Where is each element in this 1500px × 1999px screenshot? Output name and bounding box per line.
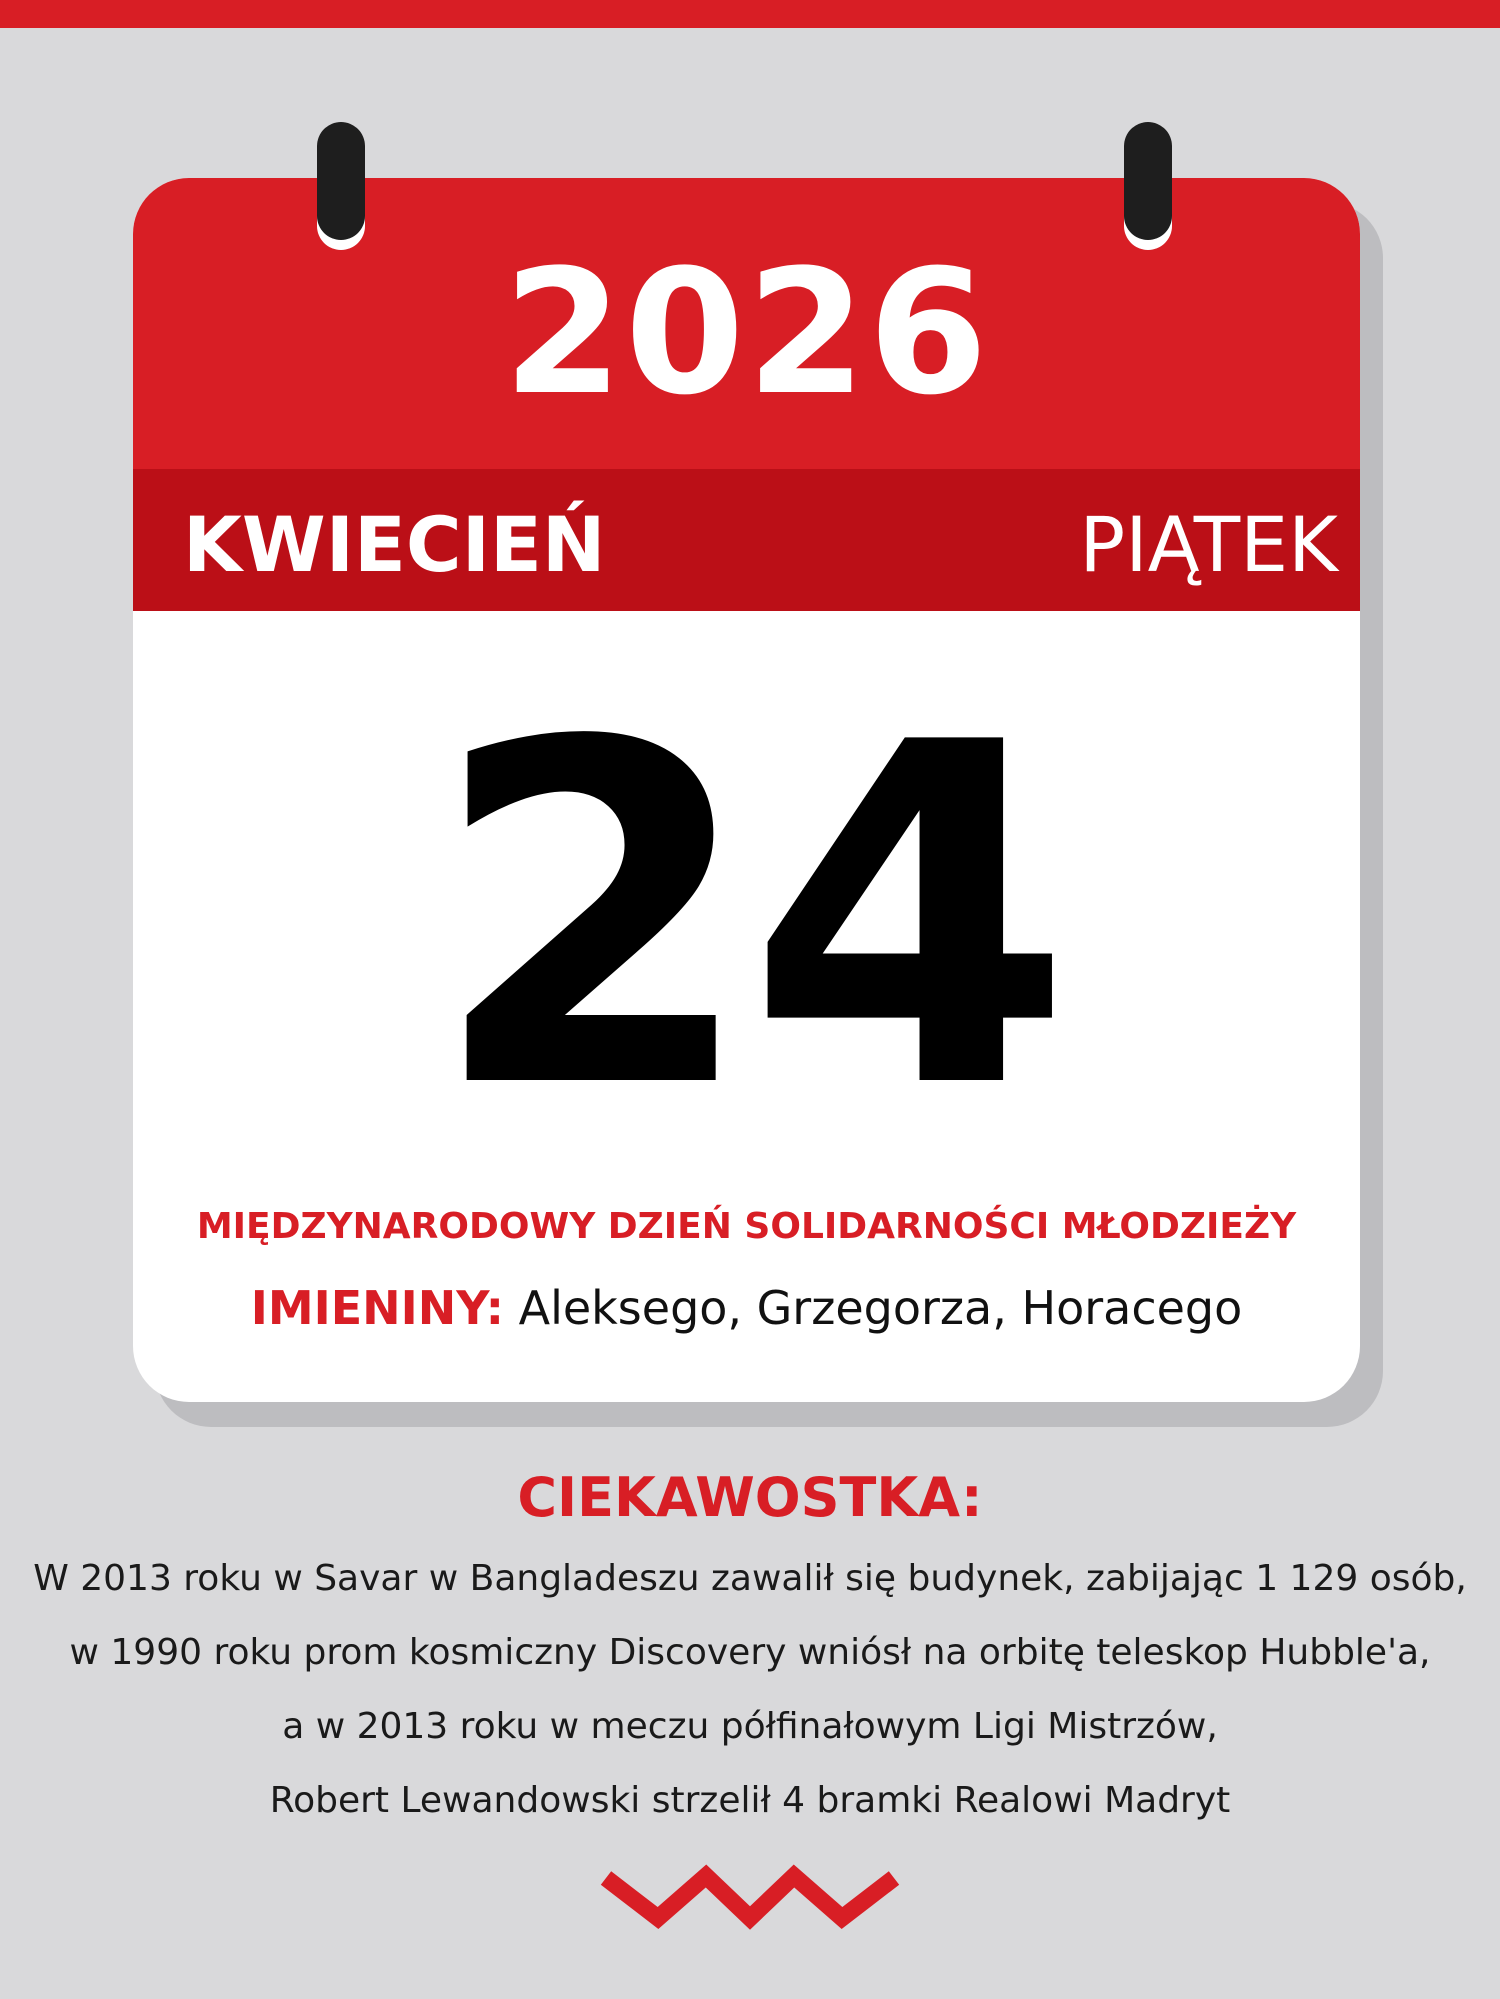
top-accent-bar: [0, 0, 1500, 28]
fact-line: a w 2013 roku w meczu półfinałowym Ligi Mistrzów,: [282, 1706, 1218, 1747]
fact-line: W 2013 roku w Savar w Bangladeszu zawalił się budynek, zabijając 1 129 osób,: [33, 1558, 1467, 1599]
binder-ring-right-icon: [1124, 122, 1172, 250]
holiday-name: MIĘDZYNARODOWY DZIEŃ SOLIDARNOŚCI MŁODZIEŻY: [196, 1206, 1297, 1247]
fact-line: w 1990 roku prom kosmiczny Discovery wniósł na orbitę teleskop Hubble'a,: [69, 1632, 1431, 1673]
calendar-card: [133, 178, 1360, 1402]
fact-line: Robert Lewandowski strzelił 4 bramki Realowi Madryt: [269, 1780, 1231, 1821]
calendar-day-number: 24: [429, 644, 1064, 1191]
namedays-value: Aleksego, Grzegorza, Horacego: [518, 1281, 1243, 1335]
calendar-weekday: PIĄTEK: [1079, 500, 1338, 589]
namedays-label: IMIENINY:: [250, 1281, 504, 1335]
binder-ring-left-icon: [317, 122, 365, 250]
calendar-year: 2026: [503, 232, 990, 433]
calendar-month: KWIECIEŃ: [183, 500, 606, 589]
zigzag-decoration-icon: [600, 1862, 900, 1932]
fact-title: CIEKAWOSTKA:: [517, 1466, 983, 1529]
fact-body: [0, 1542, 1500, 1838]
namedays: [133, 1278, 1360, 1338]
